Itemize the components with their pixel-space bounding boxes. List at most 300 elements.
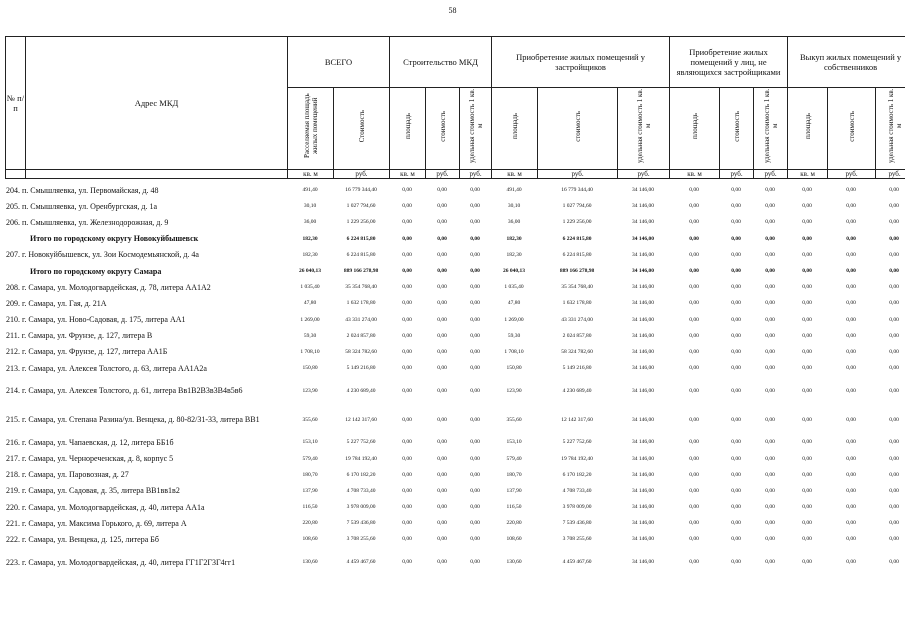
value-cell: 180,70 (302, 471, 318, 478)
value-cell: 6 224 815,80 (346, 251, 376, 258)
page-number: 58 (448, 6, 457, 15)
table-row (5, 450, 905, 466)
value-cell: 0,00 (846, 284, 856, 291)
address-cell: 218. г. Самара, ул. Паровозная, д. 27 (6, 470, 129, 480)
value-cell: 0,00 (846, 235, 856, 242)
value-cell: 130,60 (302, 559, 318, 566)
value-cell: 1 027 794,60 (562, 203, 592, 210)
value-cell: 19 784 192,40 (345, 455, 377, 462)
unit-cell: кв. м (670, 170, 720, 179)
value-cell: 6 170 182,20 (562, 471, 592, 478)
value-cell: 0,00 (437, 235, 447, 242)
value-cell: 0,00 (689, 332, 699, 339)
value-cell: 0,00 (470, 559, 480, 566)
value-cell: 137,90 (506, 487, 522, 494)
value-cell: 34 146,00 (632, 536, 654, 543)
value-cell: 116,50 (506, 504, 522, 511)
value-cell: 0,00 (889, 559, 899, 566)
num-header: № п/п (6, 37, 26, 170)
value-cell: 34 146,00 (632, 559, 654, 566)
value-cell: 0,00 (889, 235, 899, 242)
value-cell: 0,00 (689, 416, 699, 423)
value-cell: 0,00 (731, 348, 741, 355)
value-cell: 0,00 (802, 316, 812, 323)
unit-cell: кв. м (492, 170, 538, 179)
table-row (5, 247, 905, 263)
value-cell: 0,00 (802, 439, 812, 446)
value-cell: 19 784 192,40 (561, 455, 593, 462)
table-row (5, 198, 905, 214)
value-cell: 0,00 (846, 365, 856, 372)
value-cell: 889 166 278,98 (343, 268, 379, 275)
value-cell: 1 708,10 (300, 348, 320, 355)
address-cell: 220. г. Самара, ул. Молодогвардейская, д. 40, литера АА1а (6, 502, 205, 512)
subheader-label: стоимость (847, 110, 856, 142)
value-cell: 0,00 (802, 387, 812, 394)
value-cell: 0,00 (765, 219, 775, 226)
group-header-buyout: Выкуп жилых помещений у собственников (788, 37, 905, 88)
unit-cell: руб. (334, 170, 390, 179)
address-cell: 223. г. Самара, ул. Молодогвардейская, д. 40, литера ГГ1Г2Г3Г4гг1 (6, 557, 236, 567)
value-cell: 35 354 768,40 (561, 284, 593, 291)
subheader-label: удельная стоимость 1 кв. м (467, 88, 484, 164)
value-cell: 0,00 (765, 251, 775, 258)
value-cell: 182,30 (302, 251, 318, 258)
value-cell: 0,00 (731, 439, 741, 446)
address-cell: 221. г. Самара, ул. Максима Горького, д. 69, литера А (6, 518, 187, 528)
value-cell: 34 146,00 (632, 348, 654, 355)
value-cell: 0,00 (846, 316, 856, 323)
value-cell: 0,00 (765, 504, 775, 511)
value-cell: 34 146,00 (632, 332, 654, 339)
value-cell: 0,00 (765, 203, 775, 210)
value-cell: 182,30 (506, 251, 522, 258)
value-cell: 0,00 (402, 487, 412, 494)
unit-cell: руб. (828, 170, 876, 179)
unit-cell: руб. (426, 170, 460, 179)
value-cell: 0,00 (402, 536, 412, 543)
value-cell: 0,00 (689, 387, 699, 394)
value-cell: 34 146,00 (632, 284, 654, 291)
address-cell: 213. г. Самара, ул. Алексея Толстого, д. 63, литера АА1А2а (6, 363, 207, 373)
value-cell: 0,00 (765, 284, 775, 291)
value-cell: 6 224 815,80 (346, 235, 376, 242)
table-row (5, 531, 905, 547)
value-cell: 58 324 782,60 (561, 348, 593, 355)
value-cell: 0,00 (470, 520, 480, 527)
value-cell: 0,00 (889, 471, 899, 478)
value-cell: 0,00 (731, 219, 741, 226)
value-cell: 2 024 857,80 (562, 332, 592, 339)
group-header-purchase-developers: Приобретение жилых помещений у застройщиков (492, 37, 670, 88)
value-cell: 7 539 436,80 (346, 520, 376, 527)
value-cell: 116,50 (302, 504, 318, 511)
value-cell: 0,00 (731, 536, 741, 543)
value-cell: 0,00 (731, 203, 741, 210)
value-cell: 0,00 (889, 332, 899, 339)
value-cell: 153,10 (302, 439, 318, 446)
value-cell: 108,60 (506, 536, 522, 543)
value-cell: 0,00 (470, 348, 480, 355)
value-cell: 34 146,00 (632, 219, 654, 226)
value-cell: 0,00 (765, 439, 775, 446)
value-cell: 26 040,13 (299, 268, 321, 275)
value-cell: 0,00 (402, 471, 412, 478)
table-row (5, 279, 905, 295)
address-cell: 205. п. Смышляевка, ул. Оренбургская, д. 1а (6, 201, 157, 211)
value-cell: 0,00 (846, 439, 856, 446)
subheader-cell (288, 88, 334, 170)
value-cell: 0,00 (889, 284, 899, 291)
value-cell: 0,00 (402, 300, 412, 307)
value-cell: 150,80 (302, 365, 318, 372)
value-cell: 0,00 (689, 455, 699, 462)
value-cell: 0,00 (470, 235, 480, 242)
table-row (5, 548, 905, 577)
value-cell: 1 035,40 (300, 284, 320, 291)
value-cell: 0,00 (765, 268, 775, 275)
table-row (5, 376, 905, 405)
value-cell: 137,90 (302, 487, 318, 494)
subheader-cell (426, 88, 460, 170)
value-cell: 0,00 (402, 219, 412, 226)
value-cell: 0,00 (765, 348, 775, 355)
value-cell: 58 324 782,60 (345, 348, 377, 355)
table-row (5, 467, 905, 483)
value-cell: 0,00 (802, 300, 812, 307)
value-cell: 0,00 (402, 284, 412, 291)
unit-cell: кв. м (288, 170, 334, 179)
value-cell: 4 459 467,60 (346, 559, 376, 566)
value-cell: 0,00 (802, 559, 812, 566)
value-cell: 579,40 (302, 455, 318, 462)
value-cell: 153,10 (506, 439, 522, 446)
address-cell: 209. г. Самара, ул. Гая, д. 21А (6, 298, 107, 308)
value-cell: 0,00 (437, 219, 447, 226)
value-cell: 3 708 255,60 (346, 536, 376, 543)
value-cell: 0,00 (437, 455, 447, 462)
value-cell: 0,00 (765, 520, 775, 527)
value-cell: 30,10 (507, 203, 521, 210)
value-cell: 0,00 (889, 203, 899, 210)
value-cell: 0,00 (846, 387, 856, 394)
value-cell: 43 331 274,00 (345, 316, 377, 323)
value-cell: 0,00 (731, 455, 741, 462)
value-cell: 1 229 256,00 (346, 219, 376, 226)
value-cell: 0,00 (437, 439, 447, 446)
address-cell: 206. п. Смышляевка, ул. Железнодорожная, д. 9 (6, 217, 169, 227)
value-cell: 0,00 (731, 504, 741, 511)
subheader-label: удельная стоимость 1 кв. м (886, 88, 903, 164)
value-cell: 0,00 (731, 300, 741, 307)
value-cell: 35 354 768,40 (345, 284, 377, 291)
value-cell: 0,00 (802, 251, 812, 258)
subheader-label: стоимость (438, 110, 447, 142)
value-cell: 47,80 (303, 300, 317, 307)
value-cell: 0,00 (402, 504, 412, 511)
value-cell: 0,00 (402, 332, 412, 339)
value-cell: 0,00 (689, 520, 699, 527)
value-cell: 0,00 (731, 332, 741, 339)
value-cell: 3 978 009,00 (346, 504, 376, 511)
value-cell: 0,00 (889, 520, 899, 527)
address-cell: 222. г. Самара, ул. Венцека, д. 125, литера Бб (6, 534, 159, 544)
value-cell: 355,60 (302, 416, 318, 423)
value-cell: 889 166 278,98 (559, 268, 595, 275)
address-cell: 214. г. Самара, ул. Алексея Толстого, д. 61, литера Вв1В2В3в3В4в5в6 (6, 386, 243, 396)
value-cell: 2 024 857,80 (346, 332, 376, 339)
value-cell: 1 229 256,00 (562, 219, 592, 226)
value-cell: 0,00 (437, 332, 447, 339)
value-cell: 0,00 (437, 348, 447, 355)
value-cell: 0,00 (802, 520, 812, 527)
address-cell: 215. г. Самара, ул. Степана Разина/ул. Венцека, д. 80-82/31-33, литера ВВ1 (6, 415, 260, 425)
value-cell: 0,00 (689, 348, 699, 355)
value-cell: 0,00 (846, 332, 856, 339)
address-cell: 216. г. Самара, ул. Чапаевская, д. 12, литера ББ1б (6, 437, 174, 447)
subheader-label: площадь (690, 113, 699, 139)
value-cell: 1 027 794,60 (346, 203, 376, 210)
value-cell: 0,00 (402, 187, 412, 194)
value-cell: 0,00 (889, 416, 899, 423)
value-cell: 130,60 (506, 559, 522, 566)
address-cell: 211. г. Самара, ул. Фрунзе, д. 127, литера В (6, 331, 153, 341)
value-cell: 34 146,00 (632, 365, 654, 372)
table-row (5, 483, 905, 499)
value-cell: 7 539 436,80 (562, 520, 592, 527)
value-cell: 0,00 (802, 332, 812, 339)
value-cell: 34 146,00 (632, 504, 654, 511)
value-cell: 0,00 (846, 268, 856, 275)
value-cell: 0,00 (889, 219, 899, 226)
subheader-label: Стоимость (357, 109, 366, 143)
value-cell: 34 146,00 (632, 187, 654, 194)
subheader-cell (670, 88, 720, 170)
address-cell: Итого по городскому округу Самара (30, 266, 162, 276)
subheader-cell (460, 88, 492, 170)
value-cell: 0,00 (437, 504, 447, 511)
value-cell: 0,00 (470, 416, 480, 423)
unit-cell: руб. (618, 170, 670, 179)
address-cell: 219. г. Самара, ул. Садовая, д. 35, литера ВВ1вв1в2 (6, 486, 180, 496)
value-cell: 4 230 689,40 (346, 387, 376, 394)
value-cell: 0,00 (731, 235, 741, 242)
value-cell: 220,80 (302, 520, 318, 527)
value-cell: 0,00 (889, 487, 899, 494)
value-cell: 0,00 (470, 316, 480, 323)
total-row (5, 263, 905, 279)
table-row (5, 295, 905, 311)
value-cell: 182,30 (506, 235, 522, 242)
value-cell: 0,00 (765, 235, 775, 242)
subheader-label: площадь (803, 113, 812, 139)
value-cell: 0,00 (470, 187, 480, 194)
value-cell: 0,00 (765, 365, 775, 372)
subheader-label: удельная стоимость 1 кв. м (762, 88, 779, 164)
value-cell: 0,00 (689, 559, 699, 566)
value-cell: 0,00 (402, 387, 412, 394)
value-cell: 0,00 (689, 504, 699, 511)
value-cell: 0,00 (402, 520, 412, 527)
value-cell: 59,30 (507, 332, 521, 339)
value-cell: 0,00 (437, 559, 447, 566)
value-cell: 0,00 (731, 487, 741, 494)
table-row (5, 434, 905, 450)
value-cell: 355,60 (506, 416, 522, 423)
value-cell: 0,00 (689, 471, 699, 478)
value-cell: 0,00 (470, 471, 480, 478)
value-cell: 0,00 (689, 219, 699, 226)
value-cell: 34 146,00 (632, 387, 654, 394)
subheader-label: площадь (510, 113, 519, 139)
subheader-cell (618, 88, 670, 170)
value-cell: 0,00 (402, 416, 412, 423)
value-cell: 0,00 (802, 235, 812, 242)
value-cell: 34 146,00 (632, 471, 654, 478)
subheader-label: стоимость (573, 110, 582, 142)
value-cell: 0,00 (802, 284, 812, 291)
value-cell: 0,00 (437, 316, 447, 323)
value-cell: 36,00 (507, 219, 521, 226)
value-cell: 0,00 (470, 268, 480, 275)
value-cell: 0,00 (731, 559, 741, 566)
value-cell: 0,00 (802, 536, 812, 543)
unit-cell: руб. (876, 170, 905, 179)
value-cell: 0,00 (846, 471, 856, 478)
value-cell: 0,00 (731, 387, 741, 394)
value-cell: 0,00 (437, 203, 447, 210)
value-cell: 0,00 (470, 251, 480, 258)
value-cell: 0,00 (437, 365, 447, 372)
value-cell: 4 230 689,40 (562, 387, 592, 394)
table-row (5, 328, 905, 344)
group-header-purchase-non-developers: Приобретение жилых помещений у лиц, не являющихся застройщиками (670, 37, 788, 88)
subheader-cell (492, 88, 538, 170)
value-cell: 0,00 (402, 268, 412, 275)
value-cell: 0,00 (437, 300, 447, 307)
subheader-label: Расселяемая площадь жилых помещений (302, 93, 319, 159)
subheader-label: удельная стоимость 1 кв. м (635, 88, 652, 164)
value-cell: 16 779 344,40 (345, 187, 377, 194)
subheader-label: стоимость (732, 110, 741, 142)
value-cell: 0,00 (889, 455, 899, 462)
address-cell: Итого по городскому округу Новокуйбышевск (30, 234, 199, 244)
value-cell: 0,00 (802, 471, 812, 478)
value-cell: 36,00 (303, 219, 317, 226)
value-cell: 0,00 (802, 504, 812, 511)
group-header-total: ВСЕГО (288, 37, 390, 88)
value-cell: 0,00 (889, 504, 899, 511)
value-cell: 0,00 (731, 471, 741, 478)
value-cell: 0,00 (765, 387, 775, 394)
value-cell: 0,00 (802, 187, 812, 194)
value-cell: 0,00 (802, 219, 812, 226)
value-cell: 34 146,00 (632, 316, 654, 323)
value-cell: 0,00 (889, 316, 899, 323)
value-cell: 0,00 (846, 559, 856, 566)
value-cell: 0,00 (765, 316, 775, 323)
value-cell: 0,00 (470, 504, 480, 511)
value-cell: 0,00 (437, 387, 447, 394)
value-cell: 123,90 (302, 387, 318, 394)
value-cell: 0,00 (437, 416, 447, 423)
value-cell: 0,00 (802, 487, 812, 494)
value-cell: 5 227 752,60 (346, 439, 376, 446)
value-cell: 0,00 (689, 439, 699, 446)
value-cell: 0,00 (689, 235, 699, 242)
value-cell: 3 708 255,60 (562, 536, 592, 543)
value-cell: 0,00 (889, 187, 899, 194)
subheader-cell (334, 88, 390, 170)
value-cell: 5 227 752,60 (562, 439, 592, 446)
value-cell: 0,00 (731, 365, 741, 372)
value-cell: 0,00 (889, 300, 899, 307)
value-cell: 0,00 (889, 268, 899, 275)
value-cell: 0,00 (470, 439, 480, 446)
value-cell: 1 269,00 (300, 316, 320, 323)
value-cell: 0,00 (402, 439, 412, 446)
value-cell: 0,00 (889, 251, 899, 258)
address-cell: 208. г. Самара, ул. Молодогвардейская, д. 78, литера АА1А2 (6, 282, 211, 292)
value-cell: 180,70 (506, 471, 522, 478)
data-table (5, 182, 905, 577)
value-cell: 1 035,40 (504, 284, 524, 291)
value-cell: 0,00 (765, 559, 775, 566)
value-cell: 34 146,00 (632, 235, 654, 242)
value-cell: 34 146,00 (632, 251, 654, 258)
value-cell: 0,00 (402, 455, 412, 462)
address-header: Адрес МКД (26, 37, 288, 170)
value-cell: 34 146,00 (632, 455, 654, 462)
unit-cell: руб. (720, 170, 754, 179)
subheader-cell (538, 88, 618, 170)
value-cell: 0,00 (470, 387, 480, 394)
table-row (5, 360, 905, 376)
value-cell: 0,00 (846, 203, 856, 210)
value-cell: 0,00 (689, 203, 699, 210)
unit-cell: руб. (538, 170, 618, 179)
table-row (5, 405, 905, 434)
value-cell: 0,00 (889, 387, 899, 394)
value-cell: 3 978 009,00 (562, 504, 592, 511)
value-cell: 0,00 (846, 251, 856, 258)
unit-cell: кв. м (788, 170, 828, 179)
value-cell: 0,00 (846, 219, 856, 226)
value-cell: 0,00 (470, 219, 480, 226)
value-cell: 0,00 (846, 455, 856, 462)
value-cell: 0,00 (470, 300, 480, 307)
address-cell: 212. г. Самара, ул. Фрунзе, д. 127, литера АА1Б (6, 347, 168, 357)
value-cell: 0,00 (470, 455, 480, 462)
value-cell: 4 708 733,40 (346, 487, 376, 494)
value-cell: 0,00 (689, 316, 699, 323)
value-cell: 0,00 (689, 365, 699, 372)
table-row (5, 499, 905, 515)
table-row (5, 515, 905, 531)
value-cell: 6 224 815,80 (562, 251, 592, 258)
value-cell: 0,00 (470, 203, 480, 210)
value-cell: 0,00 (731, 251, 741, 258)
value-cell: 0,00 (402, 348, 412, 355)
value-cell: 59,30 (303, 332, 317, 339)
subheader-cell (876, 88, 905, 170)
value-cell: 16 779 344,40 (561, 187, 593, 194)
value-cell: 150,80 (506, 365, 522, 372)
value-cell: 0,00 (402, 316, 412, 323)
value-cell: 0,00 (402, 559, 412, 566)
value-cell: 220,80 (506, 520, 522, 527)
subheader-cell (390, 88, 426, 170)
